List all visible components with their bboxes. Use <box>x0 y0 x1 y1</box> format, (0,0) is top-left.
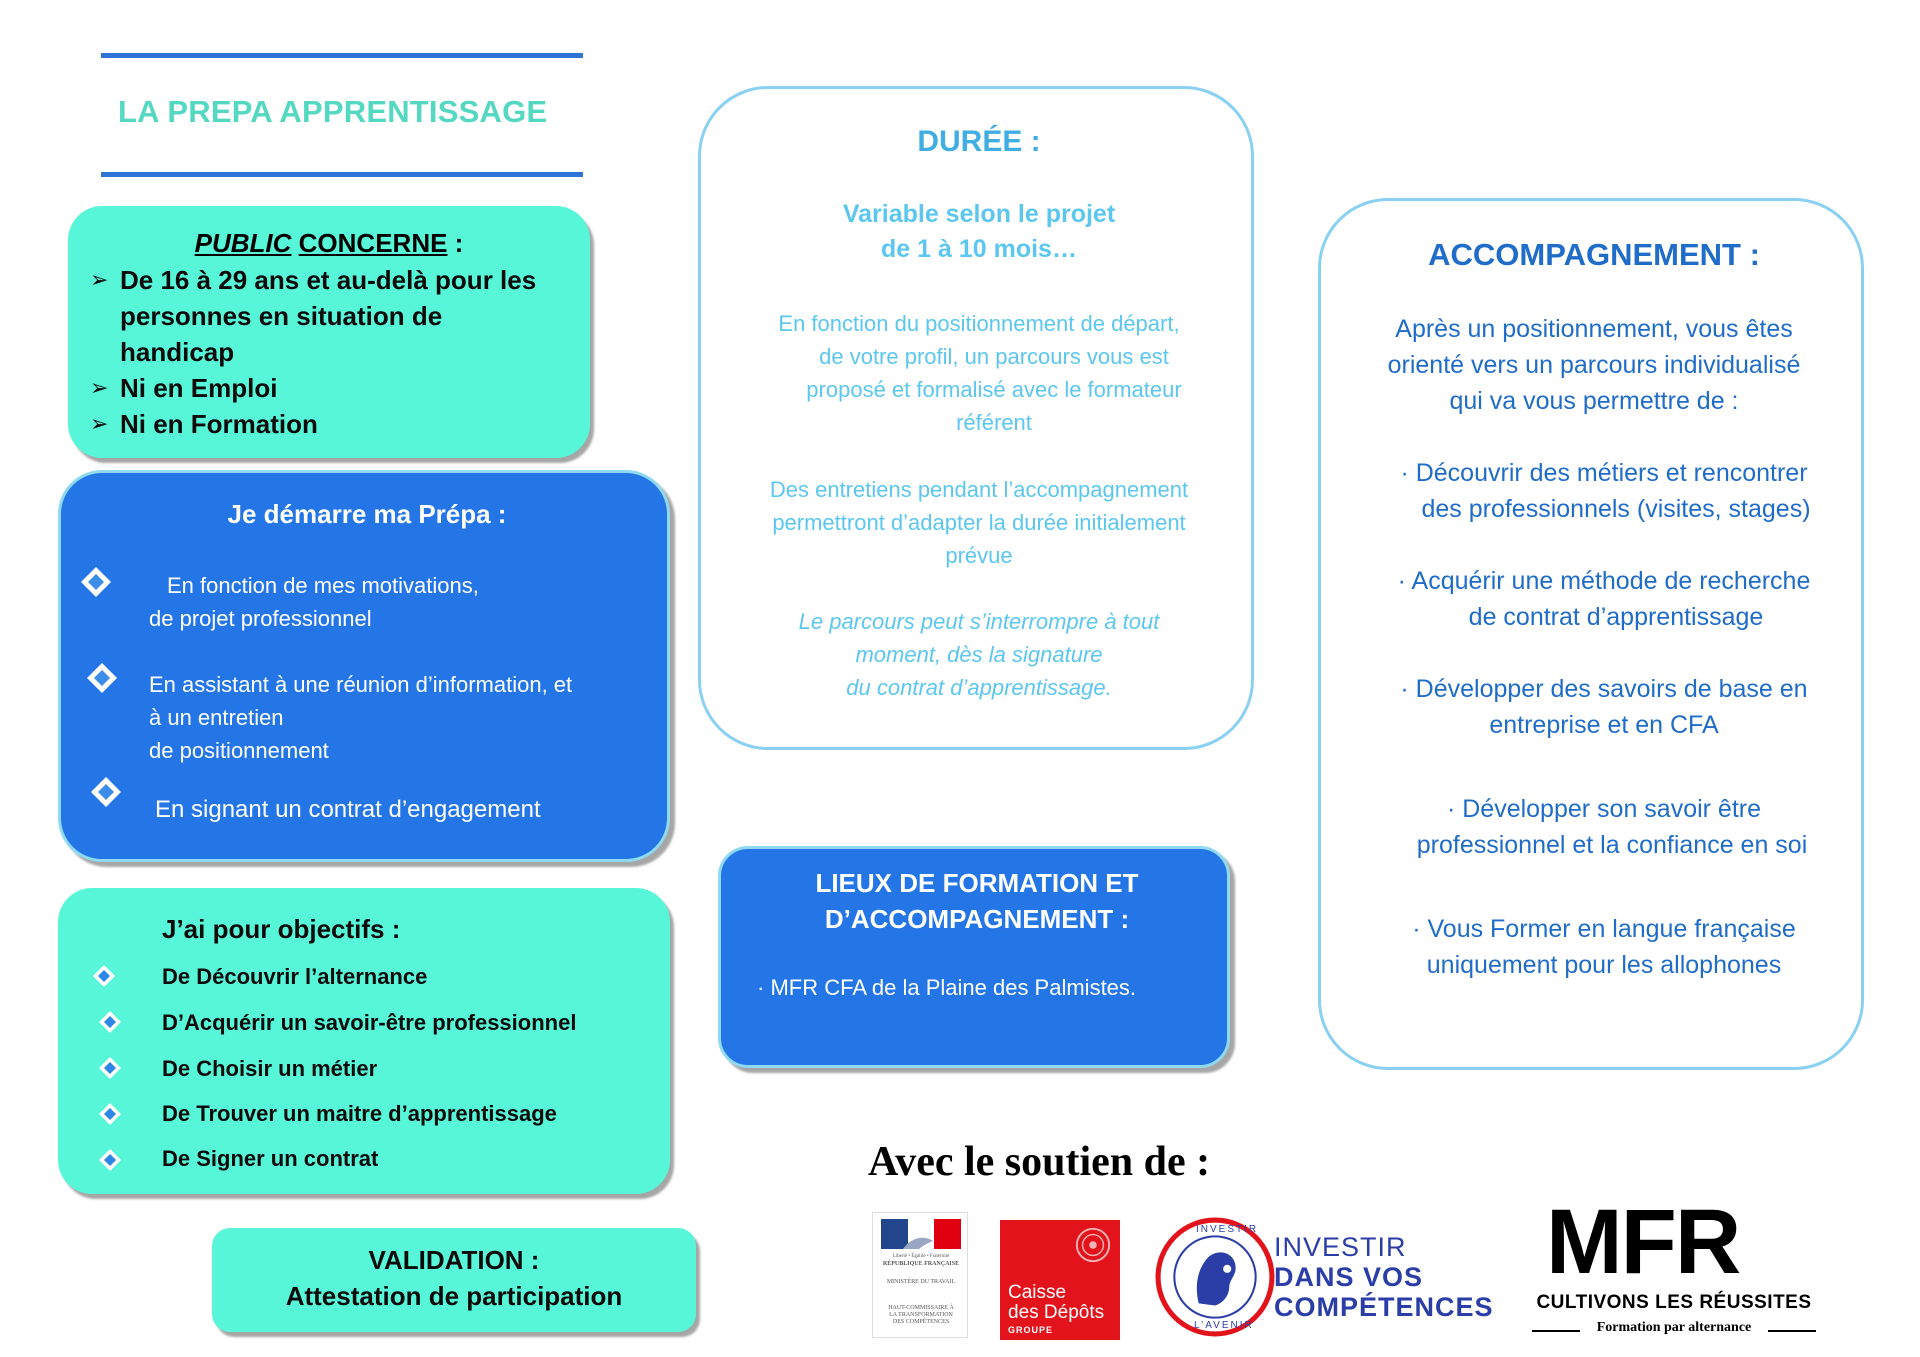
cdc-line: des Dépôts <box>1008 1302 1105 1323</box>
public-panel <box>68 206 590 458</box>
mfr-name: MFR <box>1546 1191 1740 1293</box>
diamond-bullet-icon <box>98 1056 122 1080</box>
demarre-item-line: En signant un contrat d’engagement <box>155 796 541 823</box>
demarre-item-line: de projet professionnel <box>149 606 372 631</box>
accompagnement-intro <box>1321 311 1867 419</box>
duree-line: Des entretiens pendant l’accompagnement <box>769 477 1189 502</box>
objectifs-panel <box>58 888 670 1194</box>
republique-francaise-logo <box>872 1212 968 1338</box>
arrow-bullet-icon: ➢ <box>90 267 109 292</box>
seal-ring-bottom: L’AVENIR <box>1194 1320 1254 1331</box>
republique-line: RÉPUBLIQUE FRANÇAISE <box>882 1261 960 1267</box>
diamond-bullet-icon <box>85 661 119 695</box>
duree-line: proposé et formalisé avec le formateur <box>806 377 1182 402</box>
demarre-item-line: de positionnement <box>149 738 329 763</box>
public-item <box>90 406 550 442</box>
public-item-text: De 16 à 29 ans et au-delà pour les personnes en situation de handicap <box>120 265 537 367</box>
acc-line: des professionnels (visites, stages) <box>1421 495 1811 523</box>
accompagnement-item <box>1331 563 1877 635</box>
duree-subheading <box>701 197 1257 267</box>
public-heading-rest: CONCERNE <box>298 228 448 258</box>
diamond-bullet-icon <box>92 964 116 988</box>
cdc-groupe: GROUPE <box>1008 1325 1054 1335</box>
mfr-subtitle: Formation par alternance <box>1596 1320 1752 1335</box>
mfr-sub-rule-right <box>1768 1330 1816 1332</box>
page-title: LA PREPA APPRENTISSAGE <box>118 94 548 129</box>
duree-note <box>715 605 1243 704</box>
duree-line: prévue <box>945 543 1013 568</box>
public-item-text: Ni en Formation <box>120 409 318 439</box>
duree-paragraph <box>715 473 1243 572</box>
public-item <box>90 262 550 370</box>
investir-line: DANS VOS <box>1274 1262 1424 1292</box>
acc-line: de contrat d’apprentissage <box>1468 603 1764 631</box>
acc-line: professionnel et la confiance en soi <box>1416 831 1808 859</box>
republique-line: MINISTÈRE DU TRAVAIL <box>886 1279 956 1285</box>
accompagnement-item <box>1331 455 1877 527</box>
diamond-bullet-icon <box>98 1010 122 1034</box>
acc-line: uniquement pour les allophones <box>1426 951 1782 979</box>
public-list <box>90 262 550 442</box>
mfr-figure-icon <box>1772 1204 1808 1260</box>
duree-sub-line: Variable selon le projet <box>842 200 1116 228</box>
soutien-heading: Avec le soutien de : <box>868 1139 1211 1185</box>
public-item <box>90 370 550 406</box>
demarre-item <box>149 668 659 767</box>
lieux-panel <box>718 846 1230 1068</box>
cdc-line: Caisse <box>1008 1282 1067 1303</box>
caisse-des-depots-logo <box>1000 1220 1120 1340</box>
acc-line: · Acquérir une méthode de recherche <box>1397 567 1811 595</box>
accompagnement-item <box>1331 791 1877 863</box>
demarre-item <box>149 569 659 635</box>
lieux-heading-line: D’ACCOMPAGNEMENT : <box>824 904 1130 934</box>
mfr-tagline: CULTIVONS LES RÉUSSITES <box>1536 1292 1812 1313</box>
duree-line: du contrat d’apprentissage. <box>846 675 1112 700</box>
investir-line: INVESTIR <box>1274 1232 1407 1262</box>
accompagnement-panel <box>1318 198 1864 1070</box>
diamond-bullet-icon <box>89 775 123 809</box>
duree-panel <box>698 86 1254 750</box>
diamond-bullet-icon <box>98 1102 122 1126</box>
duree-line: Le parcours peut s’interrompre à tout <box>798 609 1160 634</box>
mfr-logo <box>1522 1191 1826 1346</box>
objectif-item: D’Acquérir un savoir-être professionnel <box>162 1010 577 1035</box>
demarre-item-line: En assistant à une réunion d’information, et <box>149 672 573 697</box>
diamond-bullet-icon <box>79 565 113 599</box>
objectif-item: De Découvrir l’alternance <box>162 964 428 989</box>
validation-heading: VALIDATION : <box>368 1245 540 1275</box>
public-heading-colon: : <box>447 228 464 258</box>
duree-line: de votre profil, un parcours vous est <box>819 344 1169 369</box>
lieux-heading-line: LIEUX DE FORMATION ET <box>815 868 1139 898</box>
objectifs-heading: J’ai pour objectifs : <box>162 914 401 944</box>
objectif-item: De Trouver un maitre d’apprentissage <box>162 1101 557 1126</box>
public-heading-italic: PUBLIC <box>194 228 292 258</box>
acc-line: qui va vous permettre de : <box>1449 387 1739 415</box>
republique-line: Liberté • Égalité • Fraternité <box>892 1254 950 1259</box>
diamond-bullet-icon <box>98 1148 122 1172</box>
lieux-item: · MFR CFA de la Plaine des Palmistes. <box>757 975 1137 1000</box>
arrow-bullet-icon: ➢ <box>90 375 109 400</box>
duree-line: référent <box>956 410 1032 435</box>
arrow-bullet-icon: ➢ <box>90 411 109 436</box>
demarre-item <box>155 793 665 826</box>
acc-line: · Découvrir des métiers et rencontrer <box>1400 459 1808 487</box>
objectif-item: De Signer un contrat <box>162 1146 379 1171</box>
accompagnement-item <box>1331 911 1877 983</box>
demarre-item-line: En fonction de mes motivations, <box>167 573 479 598</box>
cdc-emblem-icon <box>1074 1226 1112 1264</box>
investir-competences-logo <box>1154 1212 1494 1344</box>
title-top-rule <box>101 53 583 58</box>
duree-sub-line: de 1 à 10 mois… <box>881 235 1077 263</box>
duree-line: moment, dès la signature <box>855 642 1103 667</box>
validation-text: Attestation de participation <box>285 1281 623 1311</box>
demarre-heading: Je démarre ma Prépa : <box>227 499 507 529</box>
seal-ring-top: INVESTIR <box>1196 1224 1259 1235</box>
marianne-flag-icon <box>881 1219 961 1249</box>
duree-line: En fonction du positionnement de départ, <box>778 311 1180 336</box>
demarre-item-line: à un entretien <box>149 705 284 730</box>
duree-line: permettront d’adapter la durée initialement <box>772 510 1186 535</box>
acc-line: Après un positionnement, vous êtes <box>1395 315 1793 343</box>
objectif-item: De Choisir un métier <box>162 1056 378 1081</box>
acc-line: orienté vers un parcours individualisé <box>1387 351 1801 379</box>
accompagnement-item <box>1331 671 1877 743</box>
acc-line: entreprise et en CFA <box>1489 711 1719 739</box>
republique-line: HAUT-COMMISSAIRE À LA TRANSFORMATION DES COMPÉTENCES <box>888 1305 954 1325</box>
public-item-text: Ni en Emploi <box>120 373 278 403</box>
lieux-heading <box>721 865 1233 937</box>
validation-panel <box>212 1228 696 1332</box>
investir-line: COMPÉTENCES <box>1274 1292 1494 1322</box>
acc-line: · Vous Former en langue française <box>1412 915 1796 943</box>
duree-heading: DURÉE : <box>917 125 1041 158</box>
demarre-panel <box>58 470 670 862</box>
accompagnement-heading: ACCOMPAGNEMENT : <box>1428 237 1760 272</box>
title-bottom-rule <box>101 172 583 177</box>
acc-line: · Développer son savoir être <box>1446 795 1762 823</box>
acc-line: · Développer des savoirs de base en <box>1400 675 1808 703</box>
public-heading <box>68 228 590 259</box>
duree-paragraph <box>715 307 1243 439</box>
